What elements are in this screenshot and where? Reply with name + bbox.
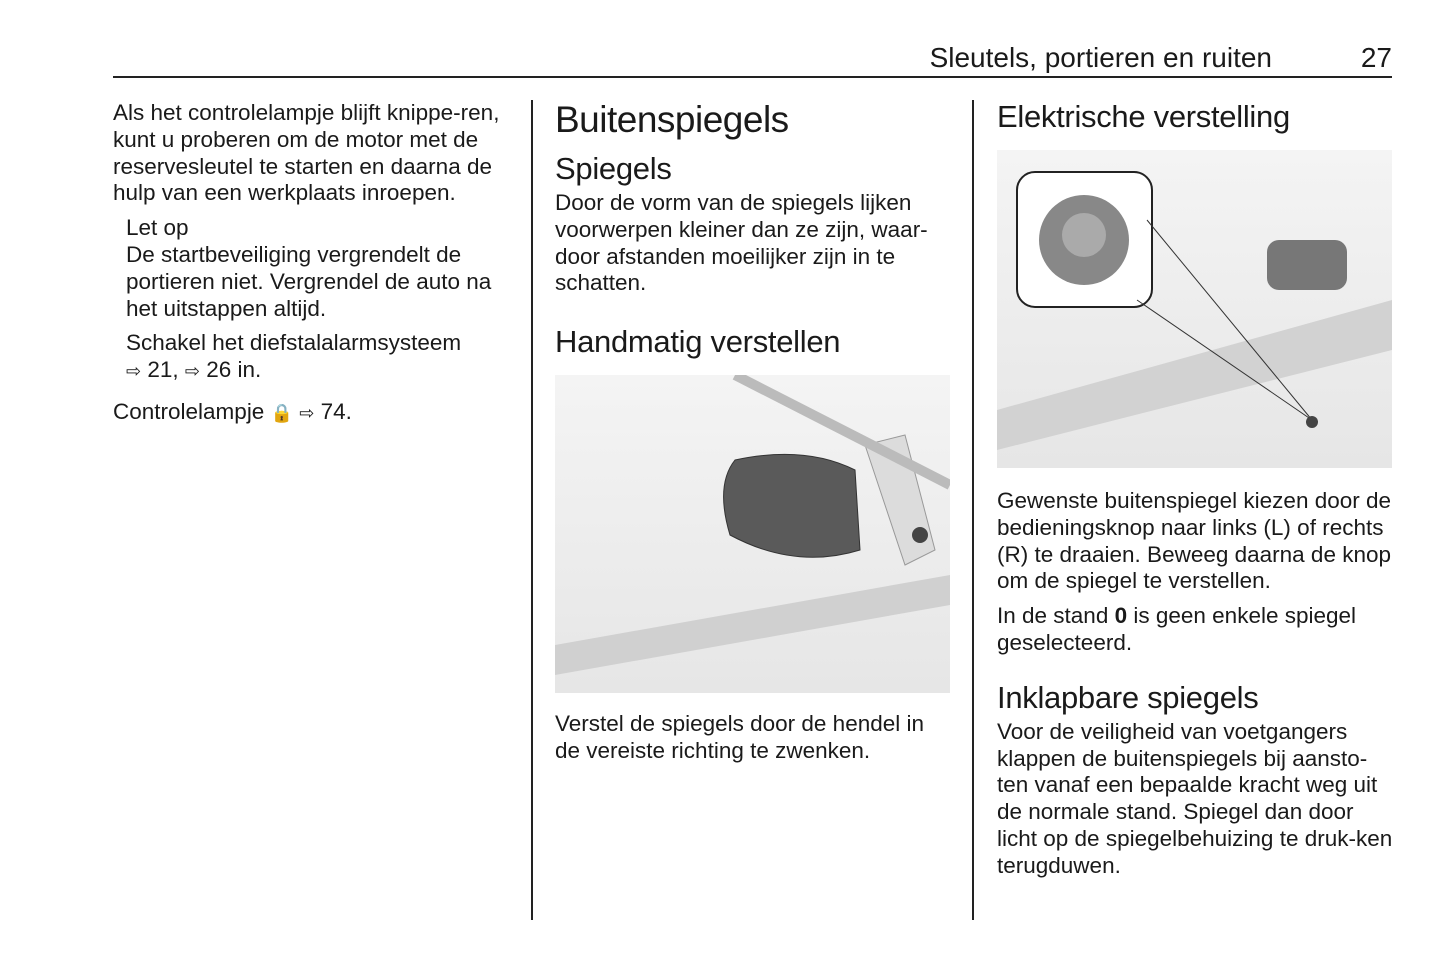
section-heading: Inklapbare spiegels [997,679,1259,715]
paragraph: Door de vorm van de spiegels lijken voorwerpen kleiner dan ze zijn, waar-door afstanden moeilijker zijn in te schatten. [555,190,928,296]
left-column [113,100,513,435]
manual-mirror-illustration [555,375,950,693]
reference-arrow-icon: ⇨ [126,361,142,382]
page-number: 27 [1360,42,1392,73]
section-heading: Spiegels [555,151,672,186]
right-column [997,98,1393,888]
note-title: Let op [126,215,189,241]
reference-arrow-icon: ⇨ [184,361,200,382]
note-text-2: Schakel het diefstalalarmsysteem [126,330,462,356]
reference-arrow-icon: ⇨ [299,402,315,423]
paragraph: Gewenste buitenspiegel kiezen door de bedieningsknop naar links (L) of rechts (R) te draaien. Beweeg daarna de knop om de spiegel te verstellen. [997,488,1392,594]
note-box [113,215,513,385]
electric-mirror-control-illustration [997,150,1392,468]
paragraph: Controlelampje [113,398,265,424]
page-reference[interactable]: 74. [320,398,352,424]
text: is geen enkele spiegel geselecteerd. [997,603,1357,655]
note-text: De startbeveiliging vergrendelt de portieren niet. Vergrendel de auto na het uitstappen altijd. [126,241,492,321]
column-divider [972,100,974,920]
section-title: Sleutels, portieren en ruiten [929,42,1272,73]
position-zero: 0 [1114,603,1128,629]
page-reference[interactable]: 26 in. [206,357,262,383]
page-reference[interactable]: 21, [147,357,179,383]
paragraph: Als het controlelampje blijft knippe-ren, kunt u proberen om de motor met de reservesleutel te starten en daarna de hulp van een werkplaats inroepen. [113,100,500,206]
paragraph: Voor de veiligheid van voetgangers klappen de buitenspiegels bij aansto-ten vanaf een bepaalde kracht weg uit de normale stand. Spiegel dan door licht op de spiegelbehuizing te druk-ken terugduwen. [997,718,1393,878]
section-heading: Elektrische verstelling [997,99,1290,134]
page-header [113,40,1392,78]
text: In de stand [997,603,1115,629]
column-divider [531,100,533,920]
middle-column [555,98,953,773]
caption: Verstel de spiegels door de hendel in de vereiste richting te zwenken. [555,711,925,763]
chapter-heading: Buitenspiegels [555,99,789,140]
immobiliser-lock-icon: 🔒 [270,402,294,423]
section-heading: Handmatig verstellen [555,324,841,360]
